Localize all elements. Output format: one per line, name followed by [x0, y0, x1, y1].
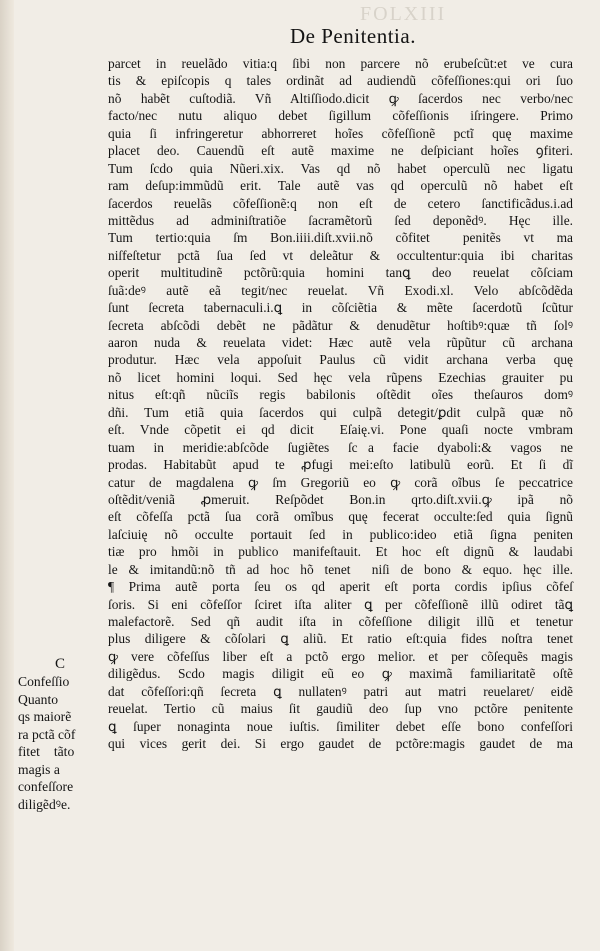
text-line: nõ licet homini loqui. Sed hęc vela rũpens Ezechias grauiter pu: [108, 369, 573, 385]
margin-note-line: magis a: [18, 761, 60, 777]
text-line: nitus eſt:qñ nũciĩs regis babilonis oſtẽdit oĩes theſauros domꝰ: [108, 387, 573, 403]
text-line: aaron nuda & reuelata videt: Hæc autẽ vela rũpũtur cũ archana: [108, 335, 573, 350]
running-head: De Penitentia.: [290, 24, 416, 48]
bleed-through-text: FOLXIII: [360, 3, 447, 25]
text-line: diligẽdus. Scdo magis diligit eũ eo ꝙ maximã familiaritatẽ oſtẽ: [108, 666, 573, 682]
text-line: tiæ pro hmõi in publico manifeſtauit. Et hoc eſt dignũ & laudabi: [108, 544, 573, 560]
text-line: Tum ſcdo quia Nũeri.xix. Vas qd nõ habet operculũ nec ligatu: [108, 160, 573, 176]
text-line: niſfeſtetur pctã ſua ſed vt deleãtur & occultentur:quia ibi charitas: [108, 247, 573, 263]
margin-note-line: qs maiorẽ: [18, 709, 72, 725]
text-line: eſt cõfeſſa pctã ſua corã omĩbus quę fecerat occulte:ſed quia ſignũ: [108, 509, 573, 525]
text-line: mittẽdus ad adminiſtratiõe ſacramẽtorũ ſed deponẽdꝰ. Hęc ille.: [108, 212, 573, 228]
text-line: placet deo. Cauendũ eſt autẽ maxime ne deſpiciant hoĩes ꝯfiteri.: [108, 143, 573, 159]
margin-note-line: diligẽdꝰe.: [18, 796, 71, 812]
text-line: ſunt ſecreta tabernaculi.i.ꝗ in cõſciẽtia & mẽte ſacerdotũ ſcũtur: [108, 300, 573, 316]
text-line: quia ſi infringeretur abhorreret hoĩes cõfeſſionẽ pctĩ quę maxime: [108, 125, 573, 141]
margin-note-line: Quanto: [18, 691, 59, 707]
main-text-block: [108, 55, 573, 753]
text-line: ſoris. Si eni cõfeſſor ſciret iſta aliter ꝗ per cõfeſſionẽ illũ odiret tãꝗ: [108, 596, 573, 612]
text-line: catur de magdalena ꝙ ſm Gregoriũ eo ꝙ corã oĩbus ſe peccatrice: [108, 474, 573, 490]
text-line: oſtẽdit/veniã ꝓmeruit. Reſpõdet Bon.in qrto.diſt.xvii.ꝙ ipã nõ: [108, 491, 573, 507]
margin-note-line: confeſſore: [18, 779, 74, 795]
text-line: ꝗ ſuper nonaginta noue iuſtis. ſimiliter debet eſſe bono confeſſori: [108, 718, 573, 734]
text-line: qui vices gerit dei. Si ergo gaudet de pctõre:magis gaudet de ma: [108, 736, 573, 752]
margin-note-line: ra pctã cõf: [18, 726, 76, 742]
text-line: parcet in reuelãdo vitia:q ſibi non parcere nõ erubeſcũt:et ve cura: [108, 56, 573, 71]
text-line: nõ habẽt cuſtodiã. Vñ Altiſſiodo.dicit ꝙ ſacerdos nec verbo/nec: [108, 90, 573, 106]
text-line: dñi. Tum etiã quia ſacerdos qui culpã detegit/ꝑdit culpã quæ nõ: [108, 404, 573, 420]
text-line: ſecreta abſcõdi debẽt ne pãdãtur & denudẽtur hoſtibꝰ:quæ tñ ſolꝰ: [108, 317, 573, 333]
text-line: dat cõfeſſori:qñ ſecreta ꝗ nullatenꝰ patri aut matri reuelaret/ eidẽ: [108, 683, 573, 699]
text-line: ram deſup:immũdũ erit. Tale autẽ vas qd operculũ nõ habet eſt: [108, 178, 573, 194]
margin-initial: C: [54, 656, 65, 672]
text-line: prodas. Habitabũt apud te ꝓfugi mei:eſto latibulũ eorũ. Et ſi dĩ: [108, 457, 573, 473]
page-gutter-edge: [0, 0, 14, 951]
marginal-notes: [18, 656, 102, 813]
text-line: eſt. Vnde cõpetit ei qd dicitᷣ Eſaię.vi. Pone quaſi nocte vmbram: [108, 422, 573, 438]
text-line: Tum tertio:quia ſm Bon.iiii.diſt.xvii.nõ cõfitetᷣ penitẽs vt ma: [108, 230, 573, 246]
text-line: ꝙ vere cõfeſſus liber eſt a pctõ ergo melior. et per cõſequẽs magis: [108, 648, 573, 664]
margin-note-line: Confeſſio: [18, 674, 70, 690]
text-line: malefactorẽ. Sed qñ audit iſta in cõfeſſione diligit illũ et tenetur: [108, 614, 573, 629]
text-line: reuelat. Tertio cũ maius ſit gaudiũ deo ſup vno pctõre penitente: [108, 701, 573, 717]
text-line: tis & epiſcopis q tales ordinãt ad audiendũ cõfeſſiones:qui ori ſuo: [108, 73, 573, 89]
text-line: operit multitudinẽ pctõrũ:quia homini tanꝗ deo reuelat cõſciam: [108, 265, 573, 281]
text-line: ¶ Prima autẽ porta ſeu os qd aperit eſt porta cordis ipſius cõfeſ: [108, 579, 573, 595]
text-line: tuam in meridie:abſcõde ſugiẽtes ſcᷓa facie dyaboli:& vagos ne: [108, 439, 573, 455]
text-line: le & imitandũ:nõ tñ ad hoc hõ tenetᷣ niſi de bono & equo. hęc ille.: [108, 561, 573, 577]
text-line: ſuã:deꝰ autẽ eã tegit/nec reuelat. Vñ Exodi.xl. Velo abſcõdẽda: [108, 282, 573, 298]
text-line: produtur. Hæc vela appoſuit Paulus cũ vidit archana verba quę: [108, 352, 573, 368]
margin-note-line: fitetᷣ tãto: [18, 744, 75, 760]
text-line: ſacerdos reuelãs cõfeſſionẽ:q non eſt de cetero ſanctificãdus.i.ad: [108, 195, 573, 211]
text-line: facto/nec nutu aliquo debet ſigillum cõfeſſionis iſringere. Primo: [108, 108, 573, 124]
text-line: plus diligere & cõſolari ꝗ aliũ. Et ratio eſt:quia fides noſtra tenet: [108, 631, 573, 647]
text-line: laſciuię nõ occulte portauit ſed in publico:ideo etiã ſigna peniten: [108, 526, 573, 542]
